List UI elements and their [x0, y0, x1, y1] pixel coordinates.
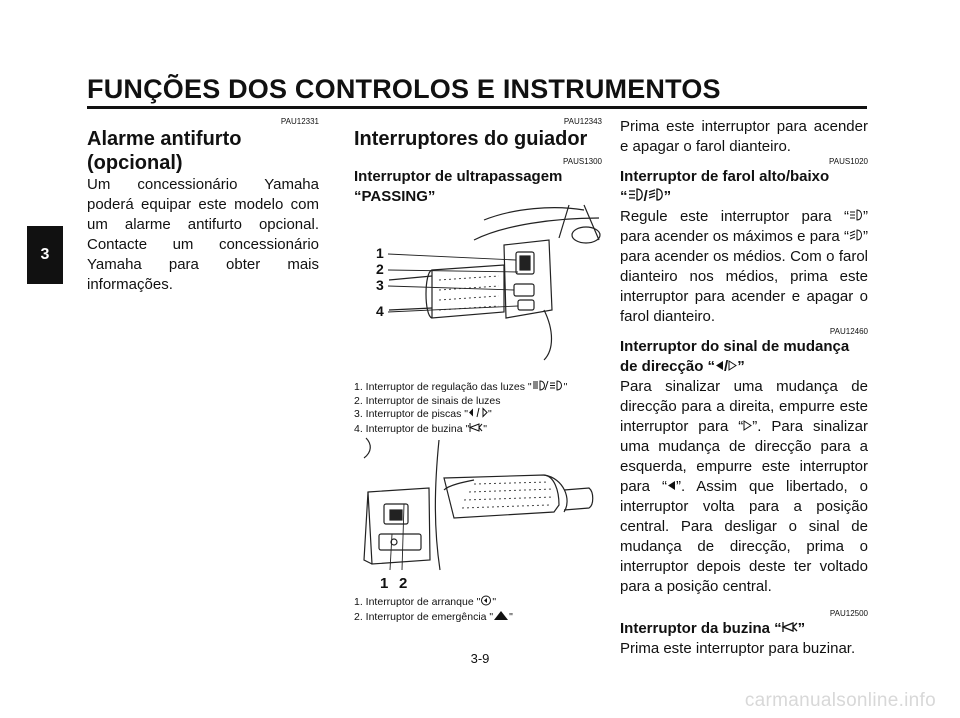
- section-code: PAUS1020: [829, 157, 868, 166]
- section-heading-horn: Interruptor da buzina “ ”: [620, 619, 868, 639]
- turn-signal-body: Para sinalizar uma mudança de direcção para a direita, empurre este interruptor para “ ”. Para sinalizar uma mudança de direcção para a esquerda, empurre este interruptor para “ ”. Assim que libertado, o interruptor volta para a posição central. Para desligar o sinal de mudança de direcção, prima o interruptor depois deste ter voltado para a posição central.: [620, 378, 869, 596]
- section-heading: Interruptores do guiador: [354, 128, 588, 150]
- caption-1: 1. Interruptor de regulação das luzes " ": [354, 381, 568, 394]
- headlight-low-high-icon: [532, 380, 564, 395]
- caption-start-switch: 1. Interruptor de arranque " ": [354, 596, 497, 609]
- callout-4: 4: [376, 303, 384, 319]
- callout-2: 2: [376, 261, 384, 277]
- section-code: PAU12500: [829, 609, 868, 619]
- section-heading-dimmer: Interruptor de farol alto/baixo “ / ”: [620, 167, 868, 207]
- handlebar-switches-illustration: [354, 200, 602, 370]
- section-code: PAU12343: [563, 117, 602, 126]
- horn-body: Prima este interruptor para buzinar.: [620, 640, 856, 658]
- caption-4: 4. Interruptor de buzina " ": [354, 422, 487, 435]
- section-heading: Alarme antifurto (opcional): [87, 128, 242, 174]
- low-beam-icon: [648, 187, 664, 207]
- watermark: carmanualsonline.info: [744, 690, 936, 711]
- section-code: PAU12331: [280, 117, 319, 126]
- right-handlebar-illustration: [354, 430, 604, 592]
- figure-2-captions: [354, 595, 614, 624]
- turn-left-icon: [667, 477, 676, 497]
- callout-3: 3: [376, 277, 384, 293]
- dimmer-body: Regule este interruptor para “ ” para acender os máximos e para “ ” para acender os médios. Com o farol dianteiro nos médios, prima este interruptor para acender e apagar o farol dianteiro.: [620, 208, 868, 326]
- subsection-heading: Interruptor de ultrapassagem “PASSING”: [354, 168, 563, 205]
- section-heading-turn-signal: Interruptor do sinal de mudança de direcção “ / ”: [620, 337, 868, 377]
- figure-1-captions: [354, 380, 614, 436]
- column-1: [87, 117, 319, 295]
- turn-signal-icon: [468, 407, 488, 422]
- column-3: [620, 117, 868, 659]
- callout-2: 2: [399, 575, 408, 592]
- chapter-tab: 3: [27, 226, 63, 284]
- low-beam-icon: [849, 227, 863, 247]
- turn-right-icon: [743, 417, 752, 437]
- caption-3: 3. Interruptor de piscas " ": [354, 408, 492, 421]
- high-beam-icon: [628, 187, 644, 207]
- turn-left-icon: [715, 357, 724, 377]
- page-title: FUNÇÕES DOS CONTROLOS E INSTRUMENTOS: [87, 74, 721, 104]
- subsection-code: PAUS1300: [563, 157, 602, 166]
- callout-1: 1: [380, 575, 389, 592]
- caption-2: 2. Interruptor de sinais de luzes: [354, 394, 501, 407]
- turn-right-icon: [728, 357, 737, 377]
- section-body: Um concessionário Yamaha poderá equipar este modelo com um alarme antifurto opcional. Contacte um concessionário Yamaha para obter mais informações.: [87, 176, 319, 293]
- callout-1: 1: [376, 245, 384, 261]
- title-rule: [87, 106, 867, 109]
- page-number: 3-9: [470, 651, 490, 666]
- high-beam-icon: [849, 207, 863, 227]
- caption-emergency-switch: 2. Interruptor de emergência " ": [354, 610, 513, 623]
- intro-paragraph: Prima este interruptor para acender e apagar o farol dianteiro.: [620, 118, 868, 155]
- section-code: PAU12460: [829, 327, 868, 337]
- start-icon: [480, 595, 492, 610]
- horn-icon: [782, 619, 798, 639]
- hazard-icon: [493, 610, 509, 625]
- column-2: [354, 117, 602, 207]
